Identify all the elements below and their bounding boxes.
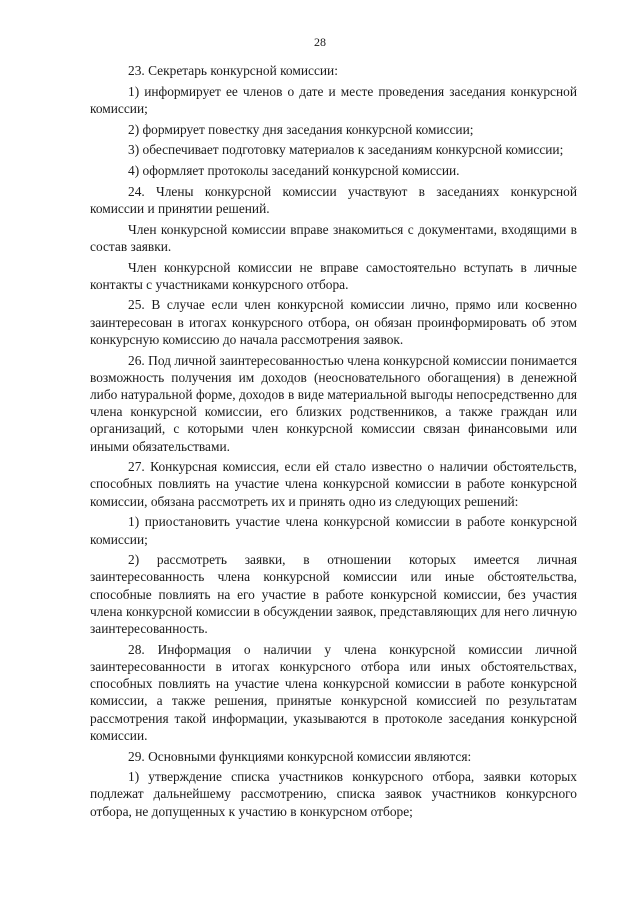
paragraph-26: 26. Под личной заинтересованностью члена конкурсной комиссии понимается возможность получения им доходов (неосновательного обогащения) в денежной либо натуральной форме, доходов в виде материальной выгоды непосредственно для члена конкурсной комиссии, его близких родственников, а также граждан или организаций, с которыми член конкурсной комиссии связан финансовыми или иными обязательствами. — [90, 352, 577, 454]
paragraph-28: 28. Информация о наличии у члена конкурсной комиссии личной заинтересованности в итогах конкурсного отбора или иных обстоятельствах, способных повлиять на участие члена конкурсной комиссии в работе конкурсной комиссии, а также решения, принятые конкурсной комиссией по результатам рассмотрения такой информации, указываются в протоколе заседания конкурсной комиссии. — [90, 641, 577, 743]
paragraph-24: 24. Члены конкурсной комиссии участвуют в заседаниях конкурсной комиссии и принятии решений. — [90, 183, 577, 216]
paragraph-25: 25. В случае если член конкурсной комиссии лично, прямо или косвенно заинтересован в итогах конкурсного отбора, он обязан проинформировать об этом конкурсную комиссию до начала рассмотрения заявок. — [90, 297, 577, 347]
paragraph-23-item-1: 1) информирует ее членов о дате и месте проведения заседания конкурсной комиссии; — [90, 83, 577, 116]
page-number: 28 — [314, 35, 326, 49]
paragraph-27-item-2: 2) рассмотреть заявки, в отношении которых имеется личная заинтересованность члена конкурсной комиссии или иные обстоятельства, способные повлиять на его участие в работе конкурсной комиссии, без участия члена конкурсной комиссии в обсуждении заявок, представляющих для него личную заинтересованность. — [90, 552, 577, 637]
paragraph-23-item-3: 3) обеспечивает подготовку материалов к заседаниям конкурсной комиссии; — [128, 142, 564, 158]
paragraph-23: 23. Секретарь конкурсной комиссии: — [128, 63, 338, 78]
paragraph-24-note-1: Член конкурсной комиссии вправе знакомиться с документами, входящими в состав заявки. — [90, 221, 577, 254]
paragraph-27: 27. Конкурсная комиссия, если ей стало известно о наличии обстоятельств, способных повлиять на участие члена конкурсной комиссии в работе конкурсной комиссии, обязана рассмотреть их и принять одно из следующих решений: — [90, 459, 577, 509]
paragraph-23-item-4: 4) оформляет протоколы заседаний конкурсной комиссии. — [128, 163, 460, 179]
paragraph-24-note-2: Член конкурсной комиссии не вправе самостоятельно вступать в личные контакты с участниками конкурсного отбора. — [90, 259, 577, 292]
document-body — [90, 62, 577, 823]
paragraph-23-item-2: 2) формирует повестку дня заседания конкурсной комиссии; — [128, 121, 474, 137]
paragraph-29-item-1: 1) утверждение списка участников конкурсного отбора, заявки которых подлежат дальнейшему рассмотрению, списка заявок участников конкурсного отбора, не допущенных к участию в конкурсном отборе; — [90, 769, 577, 819]
paragraph-29: 29. Основными функциями конкурсной комиссии являются: — [128, 748, 472, 764]
paragraph-27-item-1: 1) приостановить участие члена конкурсной комиссии в работе конкурсной комиссии; — [90, 514, 577, 547]
